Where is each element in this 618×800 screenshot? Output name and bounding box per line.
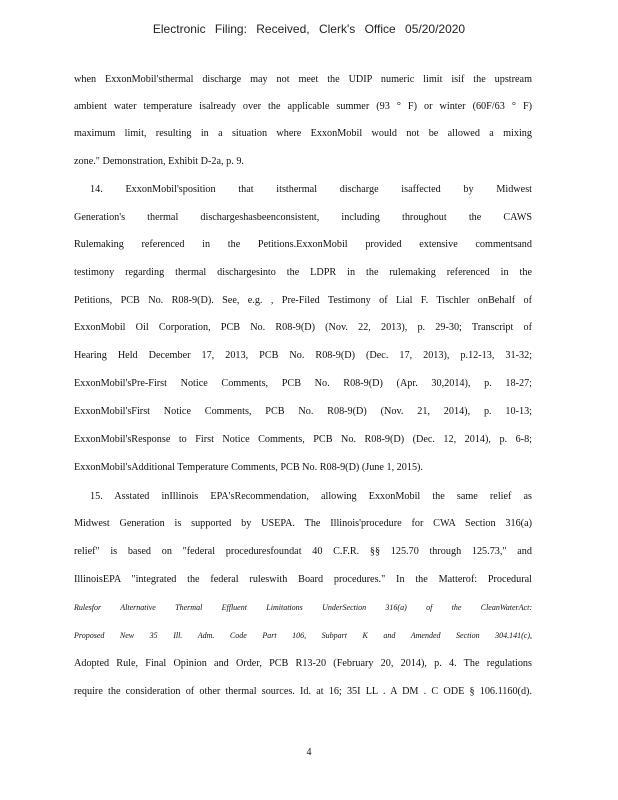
body-line: ExxonMobil Oil Corporation, PCB No. R08-9(D) (Nov. 22, 2013), p. 29-30; Transcript of	[74, 322, 532, 333]
body-line: ExxonMobil'sPre-First Notice Comments, PCB No. R08-9(D) (Apr. 30,2014), p. 18-27;	[74, 378, 532, 389]
body-line: Proposed New 35 Ill. Adm. Code Part 106, Subpart K and Amended Section 304.141(c),	[74, 631, 532, 640]
body-line: IllinoisEPA "integrated the federal ruleswith Board procedures." In the Matterof: Procedural	[74, 574, 532, 585]
body-line: Rulemaking referenced in the Petitions.ExxonMobil provided extensive commentsand	[74, 239, 532, 250]
body-line: Adopted Rule, Final Opinion and Order, PCB R13-20 (February 20, 2014), p. 4. The regulations	[74, 658, 532, 669]
body-line: ambient water temperature isalready over the applicable summer (93 ° F) or winter (60F/63 ° F)	[74, 101, 532, 112]
body-line: 14. ExxonMobil'sposition that itsthermal discharge isaffected by Midwest	[90, 184, 532, 195]
body-line: relief" is based on "federal proceduresfoundat 40 C.F.R. §§ 125.70 through 125.73," and	[74, 546, 532, 557]
body-line: Hearing Held December 17, 2013, PCB No. R08-9(D) (Dec. 17, 2013), p.12-13, 31-32;	[74, 350, 532, 361]
body-line: Midwest Generation is supported by USEPA. The Illinois'procedure for CWA Section 316(a)	[74, 518, 532, 529]
body-line: when ExxonMobil'sthermal discharge may not meet the UDIP numeric limit isif the upstream	[74, 74, 532, 85]
page-number: 4	[306, 747, 312, 758]
body-line: ExxonMobil'sResponse to First Notice Comments, PCB No. R08-9(D) (Dec. 12, 2014), p. 6-8;	[74, 434, 532, 445]
body-line: Petitions, PCB No. R08-9(D). See, e.g. , Pre-Filed Testimony of Lial F. Tischler onBehalf of	[74, 295, 532, 306]
body-line: zone." Demonstration, Exhibit D-2a, p. 9.	[74, 156, 244, 167]
body-line: ExxonMobil'sFirst Notice Comments, PCB No. R08-9(D) (Nov. 21, 2014), p. 10-13;	[74, 406, 532, 417]
body-line: require the consideration of other thermal sources. Id. at 16; 35I LL . A DM . C ODE § 106.1160(d).	[74, 686, 532, 697]
body-line: Rulesfor Alternative Thermal Effluent Limitations UnderSection 316(a) of the CleanWaterAct:	[74, 603, 532, 612]
body-line: ExxonMobil'sAdditional Temperature Comments, PCB No. R08-9(D) (June 1, 2015).	[74, 462, 423, 473]
body-line: 15. Asstated inIllinois EPA'sRecommendation, allowing ExxonMobil the same relief as	[90, 491, 532, 502]
body-line: testimony regarding thermal dischargesinto the LDPR in the rulemaking referenced in the	[74, 267, 532, 278]
body-line: Generation's thermal dischargeshasbeenconsistent, including throughout the CAWS	[74, 212, 532, 223]
body-line: maximum limit, resulting in a situation where ExxonMobil would not be allowed a mixing	[74, 128, 532, 139]
filing-header: Electronic Filing: Received, Clerk's Office 05/20/2020	[152, 22, 466, 36]
